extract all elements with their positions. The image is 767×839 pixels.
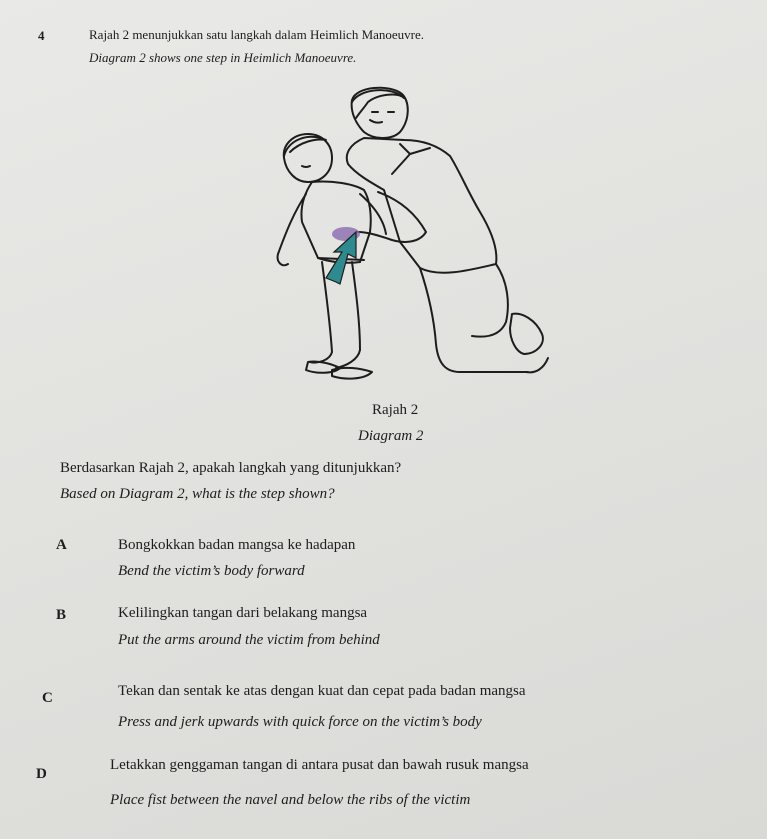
option-c-english: Press and jerk upwards with quick force on the victim’s body (118, 714, 482, 730)
option-b-letter[interactable]: B (56, 607, 67, 623)
question-stem-english: Diagram 2 shows one step in Heimlich Manoeuvre. (89, 50, 357, 65)
option-d-english: Place fist between the navel and below the ribs of the victim (110, 792, 471, 808)
child-arm-right (360, 194, 386, 234)
heimlich-illustration (260, 82, 560, 392)
option-c-malay: Tekan dan sentak ke atas dengan kuat dan cepat pada badan mangsa (118, 683, 526, 699)
option-d-malay: Letakkan genggaman tangan di antara pusat dan bawah rusuk mangsa (110, 757, 529, 773)
question-prompt-english: Based on Diagram 2, what is the step shown? (60, 486, 335, 502)
figure-caption-malay: Rajah 2 (372, 402, 419, 418)
figure-caption-english: Diagram 2 (358, 428, 424, 444)
option-a-english: Bend the victim’s body forward (118, 563, 305, 579)
question-stem-malay: Rajah 2 menunjukkan satu langkah dalam Heimlich Manoeuvre. (89, 27, 425, 42)
option-b-malay: Kelilingkan tangan dari belakang mangsa (118, 605, 368, 621)
rescuer-hair (352, 90, 404, 118)
option-a-malay: Bongkokkan badan mangsa ke hadapan (118, 537, 356, 553)
rescuer-shoe (510, 314, 543, 354)
option-b-english: Put the arms around the victim from behind (118, 632, 380, 648)
question-prompt-malay: Berdasarkan Rajah 2, apakah langkah yang ditunjukkan? (60, 460, 402, 476)
option-d-letter[interactable]: D (36, 766, 47, 782)
option-a-letter[interactable]: A (56, 537, 67, 553)
question-number: 4 (38, 28, 45, 43)
option-c-letter[interactable]: C (42, 690, 53, 706)
